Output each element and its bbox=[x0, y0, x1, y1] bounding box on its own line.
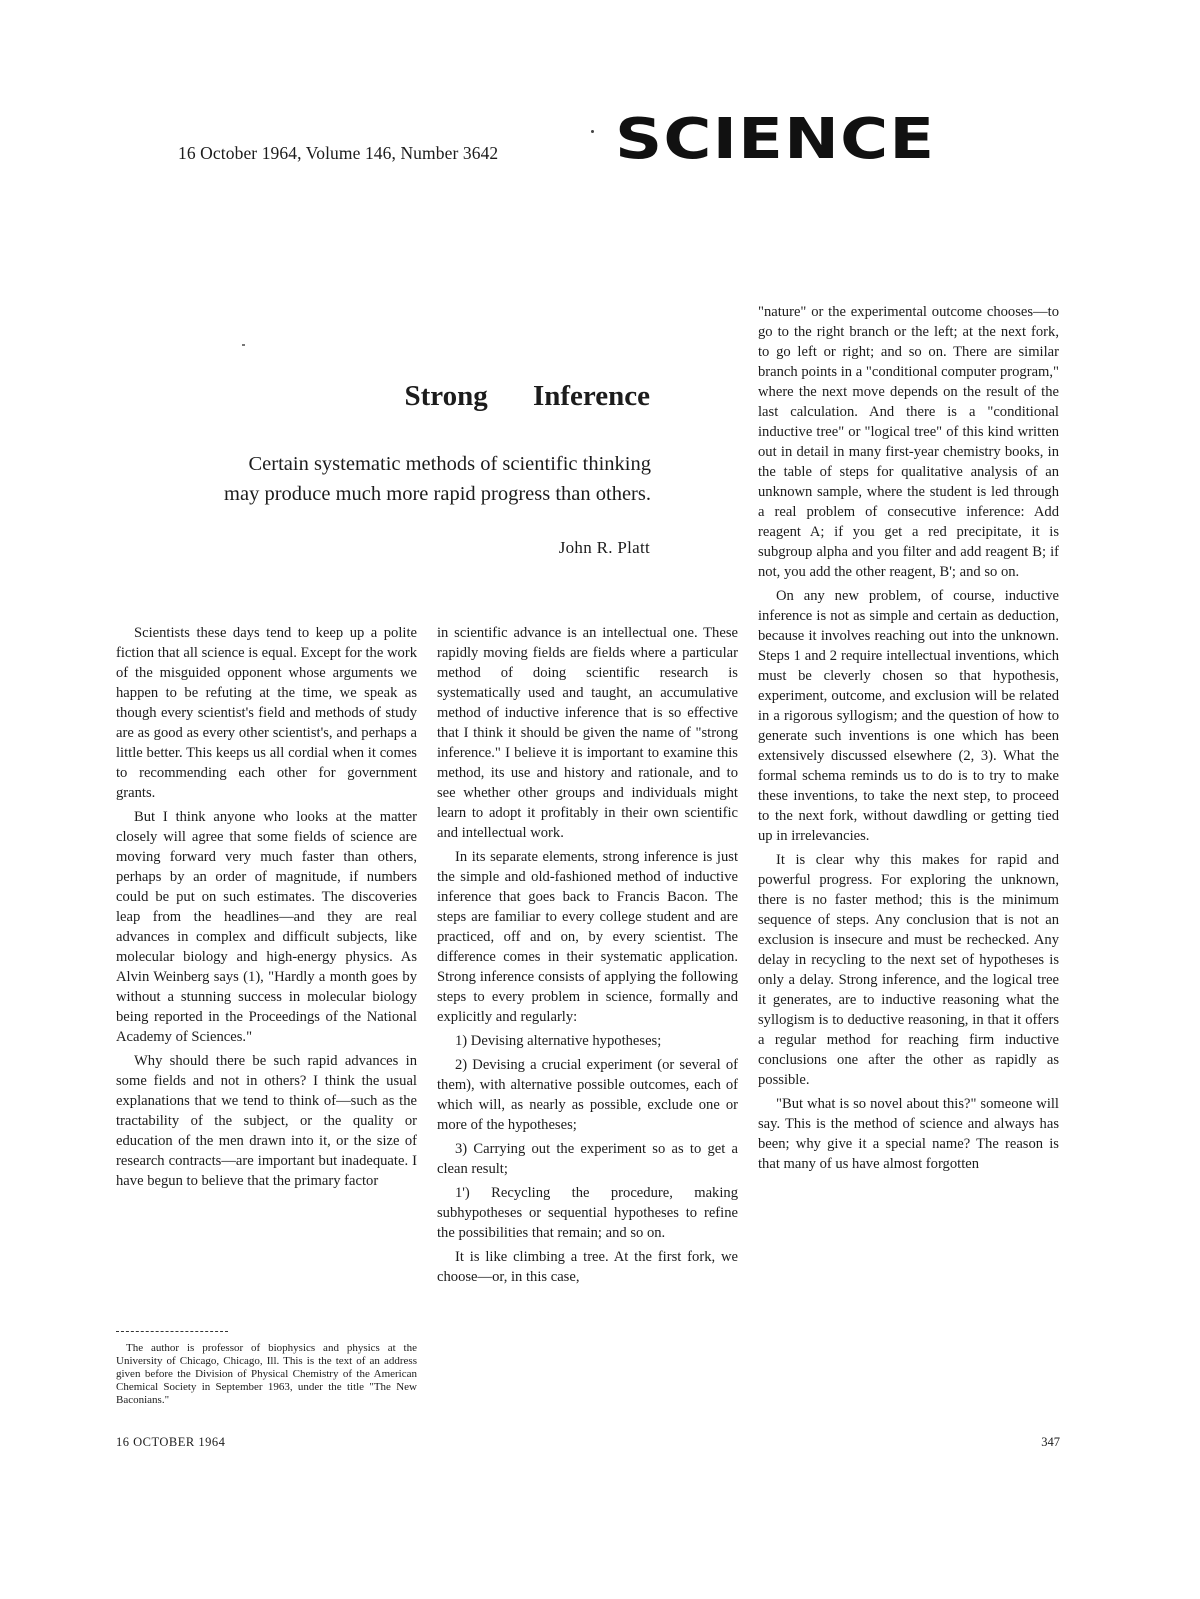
paragraph: It is like climbing a tree. At the first fork, we choose—or, in this case, bbox=[437, 1249, 738, 1285]
article-title: Strong Inference bbox=[404, 380, 650, 412]
paragraph: "But what is so novel about this?" someone will say. This is the method of science and always has been; why give it a special name? The reason is that many of us have almost forgotten bbox=[758, 1096, 1059, 1172]
page-number: 347 bbox=[1041, 1435, 1060, 1449]
paragraph: Why should there be such rapid advances in some fields and not in others? I think the usual explanations that we tend to think of—such as the tractability of the subject, or the quality or education of the men drawn into it, or the size of research contracts—are important but inadequate. I have begun to believe that the primary factor bbox=[116, 1053, 417, 1189]
article-author: John R. Platt bbox=[558, 538, 650, 557]
masthead-issue: 16 October 1964, Volume 146, Number 3642 bbox=[178, 143, 499, 163]
paragraph: But I think anyone who looks at the matter closely will agree that some fields of science are moving forward very much faster than others, perhaps by an order of magnitude, if numbers could be put on such estimates. The discoveries leap from the headlines—and they are real advances in complex and difficult subjects, like molecular biology and high-energy physics. As Alvin Weinberg says (1), "Hardly a month goes by without a stunning success in molecular biology being reported in the Proceedings of the National Academy of Sciences." bbox=[116, 809, 417, 1045]
folio-date: 16 OCTOBER 1964 bbox=[116, 1435, 226, 1449]
paragraph: On any new problem, of course, inductive inference is not as simple and certain as deduction, because it involves reaching out into the unknown. Steps 1 and 2 require intellectual inventions, which must be cleverly chosen so that hypothesis, experiment, outcome, and exclusion will be related in a rigorous syllogism; and the question of how to generate such inventions is one which has been extensively discussed elsewhere (2, 3). What the formal schema reminds us to do is to try to make these inventions, to take the next step, to proceed to the next fork, without dawdling or getting tied up in irrelevancies. bbox=[758, 588, 1059, 844]
paragraph: "nature" or the experimental outcome chooses—to go to the right branch or the left; at the next fork, to go left or right; and so on. There are similar branch points in a "conditional computer program," where the next move depends on the result of the last calculation. And there is a "conditional inductive tree" or "logical tree" of this kind written out in detail in many first-year chemistry books, in the table of steps for qualitative analysis of an unknown sample, where the student is led through a real problem of consecutive inference: Add reagent A; if you get a red precipitate, it is subgroup alpha and you filter and add reagent B; if not, you add the other reagent, B'; and so on. bbox=[758, 304, 1059, 580]
list-item: 1) Devising alternative hypotheses; bbox=[455, 1033, 662, 1049]
list-item: 1') Recycling the procedure, making subhypotheses or sequential hypotheses to refine the possibilities that remain; and so on. bbox=[437, 1185, 738, 1241]
list-item: 2) Devising a crucial experiment (or several of them), with alternative possible outcomes, each of which will, as nearly as possible, exclude one or more of the hypotheses; bbox=[437, 1057, 738, 1133]
journal-name: SCIENCE bbox=[615, 107, 936, 172]
subtitle-line-2: may produce much more rapid progress than others. bbox=[224, 483, 651, 505]
author-footnote: The author is professor of biophysics and physics at the University of Chicago, Chicago, Ill. This is the text of an address given before the Division of Physical Chemistry of the American Chemical Society in September 1963, under the title "The New Baconians." bbox=[116, 1342, 417, 1406]
paragraph: in scientific advance is an intellectual one. These rapidly moving fields are fields where a particular method of doing scientific research is systematically used and taught, an accumulative method of inductive inference that is so effective that I think it should be given the name of "strong inference." I believe it is important to examine this method, its use and history and rationale, and to see whether other groups and individuals might learn to adopt it profitably in their own scientific and intellectual work. bbox=[437, 625, 738, 841]
paragraph: In its separate elements, strong inference is just the simple and old-fashioned method of inductive inference that goes back to Francis Bacon. The steps are familiar to every college student and are practiced, off and on, by every scientist. The difference comes in their systematic application. Strong inference consists of applying the following steps to every problem in science, formally and explicitly and regularly: bbox=[437, 849, 738, 1025]
column-3 bbox=[758, 302, 1059, 1178]
list-item: 3) Carrying out the experiment so as to get a clean result; bbox=[437, 1141, 738, 1177]
masthead-dot bbox=[591, 130, 594, 133]
paragraph: It is clear why this makes for rapid and powerful progress. For exploring the unknown, there is no faster method; this is the minimum sequence of steps. Any conclusion that is not an exclusion is insecure and must be rechecked. Any delay in recycling to the next set of hypotheses is only a delay. Strong inference, and the logical tree it generates, are to inductive reasoning what the syllogism is to deductive reasoning, in that it offers a regular method for reaching firm inductive conclusions one after the other as rapidly as possible. bbox=[758, 852, 1059, 1088]
column-2 bbox=[437, 623, 738, 1291]
footnote-rule bbox=[116, 1331, 228, 1332]
column-1 bbox=[116, 623, 417, 1195]
paragraph: Scientists these days tend to keep up a polite fiction that all science is equal. Except for the work of the misguided opponent whose arguments we happen to be refuting at the time, we speak as though every scientist's field and methods of study are as good as every other scientist's, and perhaps a little better. This keeps us all cordial when it comes to recommending each other for government grants. bbox=[116, 625, 417, 801]
subtitle-line-1: Certain systematic methods of scientific thinking bbox=[248, 453, 651, 475]
article-subtitle bbox=[110, 449, 651, 509]
stray-mark bbox=[242, 344, 245, 346]
